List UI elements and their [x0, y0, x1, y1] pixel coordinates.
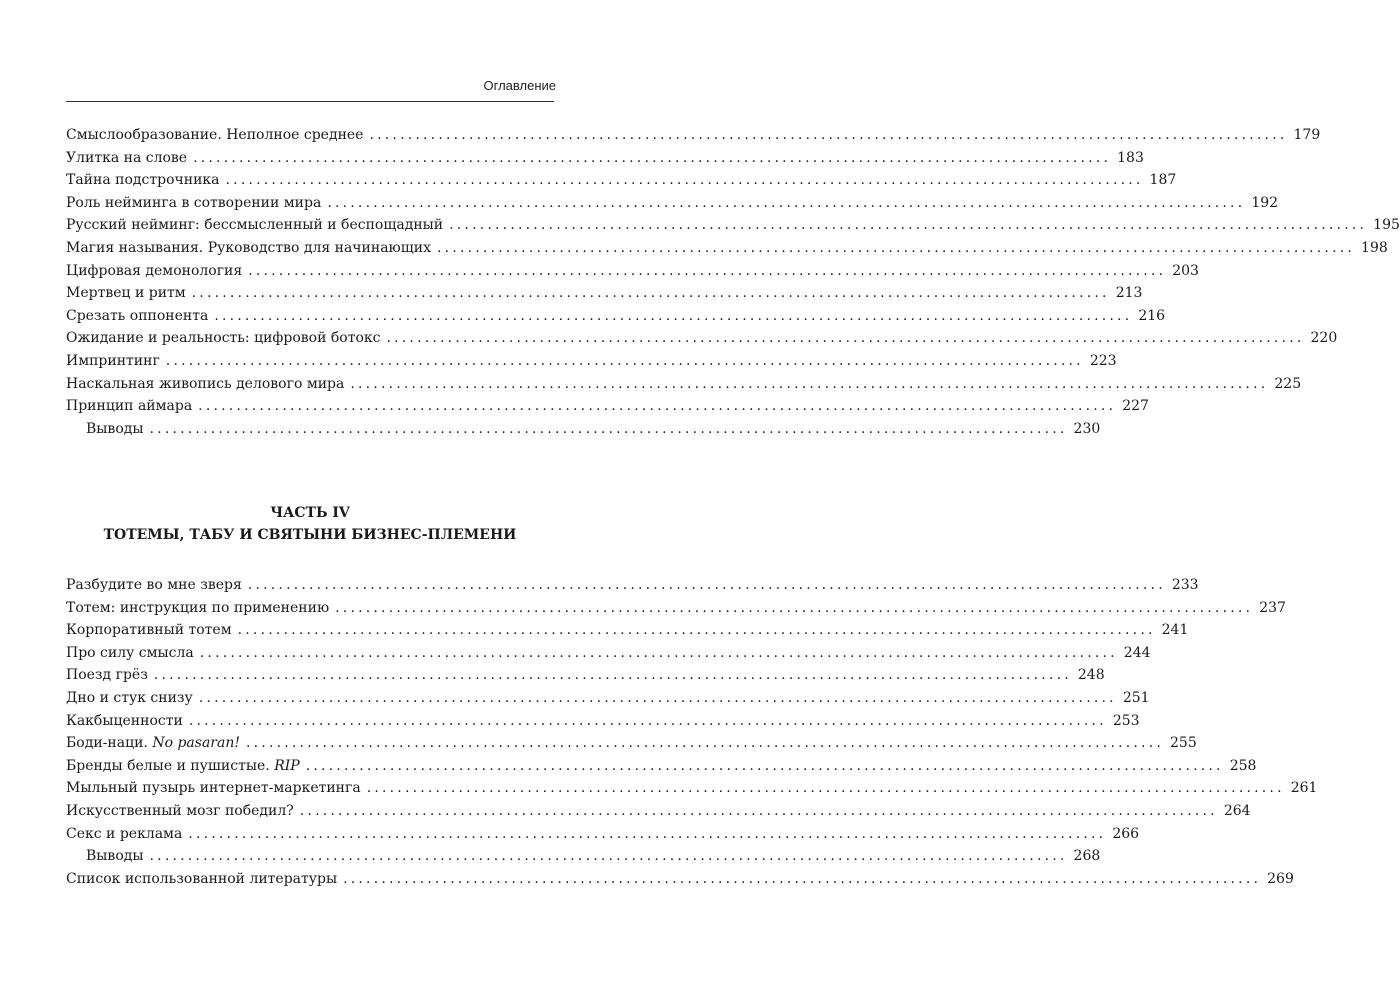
toc-entry[interactable] — [66, 777, 1318, 800]
toc-entry-title: Искусственный мозг победил? — [66, 802, 294, 819]
toc-entry-page: 266 — [1112, 825, 1140, 842]
toc-entry[interactable] — [66, 574, 1199, 597]
toc-entry-page: 264 — [1223, 802, 1251, 819]
toc-entry[interactable] — [66, 755, 1257, 778]
toc-entry[interactable] — [66, 282, 1143, 305]
toc-entry-title: Выводы — [86, 848, 144, 865]
toc-entry[interactable] — [66, 260, 1199, 283]
dot-leader: ........................................................................................................................ — [237, 622, 1156, 639]
dot-leader: ........................................................................................................................ — [193, 149, 1112, 166]
toc-entry-page: 183 — [1117, 149, 1144, 166]
toc-entry-title: Ожидание и реальность: цифровой ботокс — [66, 330, 381, 347]
toc-entry[interactable] — [66, 597, 1286, 620]
toc-entry-page: 223 — [1089, 352, 1117, 369]
toc-entry-title: Импринтинг — [66, 352, 160, 369]
dot-leader: ........................................................................................................................ — [366, 780, 1285, 797]
toc-entry[interactable] — [66, 214, 1400, 237]
dot-leader: ........................................................................................................................ — [225, 172, 1144, 189]
part-heading — [66, 502, 554, 546]
toc-entry-title: Мертвец и ритм — [66, 285, 186, 302]
dot-leader: ........................................................................................................................ — [437, 239, 1356, 256]
toc-entry-page: 258 — [1229, 757, 1257, 774]
dot-leader: ........................................................................................................................ — [449, 217, 1368, 234]
toc-entry-page: 244 — [1123, 644, 1151, 661]
dot-leader: ........................................................................................................................ — [165, 352, 1084, 369]
toc-entry[interactable] — [66, 192, 1279, 215]
dot-leader: ........................................................................................................................ — [149, 420, 1068, 437]
toc-entry-page: 195 — [1373, 217, 1400, 234]
toc-entry-page: 269 — [1267, 870, 1294, 887]
toc-entry-title: Магия называния. Руководство для начинающих — [66, 239, 431, 256]
toc-entry-title: Дно и стук снизу — [66, 689, 193, 706]
dot-leader: ........................................................................................................................ — [386, 330, 1305, 347]
dot-leader: ........................................................................................................................ — [350, 375, 1269, 392]
toc-entry-bibliography[interactable] — [66, 868, 1294, 891]
dot-leader: ........................................................................................................................ — [305, 757, 1224, 774]
toc-entry[interactable] — [66, 350, 1117, 373]
toc-entry-title: Тайна подстрочника — [66, 172, 220, 189]
toc-entry-page: 248 — [1077, 667, 1105, 684]
dot-leader: ........................................................................................................................ — [335, 599, 1254, 616]
toc-entry-page: 216 — [1138, 307, 1166, 324]
toc-entry[interactable] — [66, 710, 1140, 733]
dot-leader: ........................................................................................................................ — [247, 577, 1166, 593]
dot-leader: ........................................................................................................................ — [248, 262, 1167, 279]
part-label: ЧАСТЬ IV — [270, 505, 350, 521]
toc-entry[interactable] — [66, 373, 1302, 396]
dot-leader: ........................................................................................................................ — [191, 285, 1110, 302]
dot-leader: ........................................................................................................................ — [198, 689, 1117, 706]
toc-entry-title: Тотем: инструкция по применению — [66, 599, 330, 616]
toc-entry-title: Какбыценности — [66, 712, 183, 729]
toc-entry-page: 213 — [1115, 285, 1143, 302]
toc-entry-page: 187 — [1149, 172, 1177, 189]
dot-leader: ........................................................................................................................ — [369, 127, 1288, 143]
toc-list-part3 — [66, 124, 1400, 440]
toc-entry-conclusion[interactable] — [66, 418, 1101, 441]
toc-entry-page: 261 — [1290, 780, 1318, 797]
toc-list-part4 — [66, 574, 1318, 890]
toc-entry[interactable] — [66, 687, 1150, 710]
toc-entry-title: Смыслообразование. Неполное среднее — [66, 127, 364, 143]
toc-entry[interactable] — [66, 642, 1151, 665]
toc-entry[interactable] — [66, 732, 1197, 755]
dot-leader: ........................................................................................................................ — [327, 194, 1246, 211]
toc-entry-page: 230 — [1073, 420, 1101, 437]
toc-entry[interactable] — [66, 800, 1251, 823]
dot-leader: ........................................................................................................................ — [149, 848, 1068, 865]
toc-entry-title: Разбудите во мне зверя — [66, 577, 242, 593]
toc-entry-title — [66, 732, 240, 755]
toc-entry-title: Роль нейминга в сотворении мира — [66, 194, 322, 211]
dot-leader: ........................................................................................................................ — [214, 307, 1133, 324]
toc-entry-title: Поезд грёз — [66, 667, 148, 684]
toc-entry-page: 192 — [1251, 194, 1279, 211]
toc-entry[interactable] — [66, 305, 1166, 328]
toc-entry-page: 198 — [1361, 239, 1388, 256]
dot-leader: ........................................................................................................................ — [153, 667, 1072, 684]
toc-entry[interactable] — [66, 327, 1338, 350]
toc-entry-page: 233 — [1171, 577, 1199, 593]
toc-entry-title: Список использованной литературы — [66, 870, 338, 887]
toc-entry-page: 255 — [1170, 735, 1197, 752]
toc-entry-page: 268 — [1073, 848, 1101, 865]
toc-entry-page: 225 — [1274, 375, 1302, 392]
toc-entry-title: Мыльный пузырь интернет-маркетинга — [66, 780, 361, 797]
toc-entry[interactable] — [66, 395, 1149, 418]
toc-entry-title: Наскальная живопись делового мира — [66, 375, 345, 392]
dot-leader: ........................................................................................................................ — [343, 870, 1262, 887]
toc-entry[interactable] — [66, 664, 1105, 687]
toc-entry-page: 227 — [1122, 398, 1149, 415]
toc-entry-title: Корпоративный тотем — [66, 622, 232, 639]
toc-entry-title: Улитка на слове — [66, 149, 188, 166]
toc-entry[interactable] — [66, 147, 1144, 170]
toc-entry-page: 251 — [1122, 689, 1150, 706]
toc-entry-title — [66, 755, 300, 778]
toc-entry-page: 253 — [1112, 712, 1140, 729]
dot-leader: ........................................................................................................................ — [188, 712, 1107, 729]
dot-leader: ........................................................................................................................ — [245, 735, 1165, 752]
toc-entry-page: 203 — [1172, 262, 1199, 279]
toc-entry-title: Срезать оппонента — [66, 307, 209, 324]
toc-entry-title: Принцип аймара — [66, 398, 193, 415]
toc-entry-page: 237 — [1259, 599, 1286, 616]
toc-entry[interactable] — [66, 823, 1140, 846]
toc-entry-conclusion[interactable] — [66, 845, 1101, 868]
toc-entry-title: Выводы — [86, 420, 144, 437]
toc-entry-title-italic: No pasaran! — [152, 735, 240, 752]
toc-entry[interactable] — [66, 237, 1388, 260]
dot-leader: ........................................................................................................................ — [299, 802, 1218, 819]
toc-entry[interactable] — [66, 619, 1189, 642]
toc-entry-title: Секс и реклама — [66, 825, 183, 842]
dot-leader: ........................................................................................................................ — [198, 398, 1117, 415]
toc-entry-title: Цифровая демонология — [66, 262, 243, 279]
dot-leader: ........................................................................................................................ — [199, 644, 1118, 661]
dot-leader: ........................................................................................................................ — [188, 825, 1107, 842]
toc-entry-page: 241 — [1161, 622, 1189, 639]
toc-entry-page: 179 — [1293, 127, 1321, 143]
toc-entry-title-italic: RIP — [274, 757, 300, 774]
toc-entry-title: Про силу смысла — [66, 644, 194, 661]
toc-entry-title: Русский нейминг: бессмысленный и беспощадный — [66, 217, 444, 234]
toc-entry-title-roman: Бренды белые и пушистые. — [66, 757, 270, 774]
toc-entry-page: 220 — [1310, 330, 1338, 347]
toc-entry-title-roman: Боди-наци. — [66, 735, 148, 752]
part-title: ТОТЕМЫ, ТАБУ И СВЯТЫНИ БИЗНЕС-ПЛЕМЕНИ — [103, 527, 517, 543]
toc-entry[interactable] — [66, 169, 1177, 192]
toc-entry[interactable] — [66, 124, 1321, 147]
header-rule — [66, 101, 554, 102]
running-head: Оглавление — [483, 78, 556, 93]
